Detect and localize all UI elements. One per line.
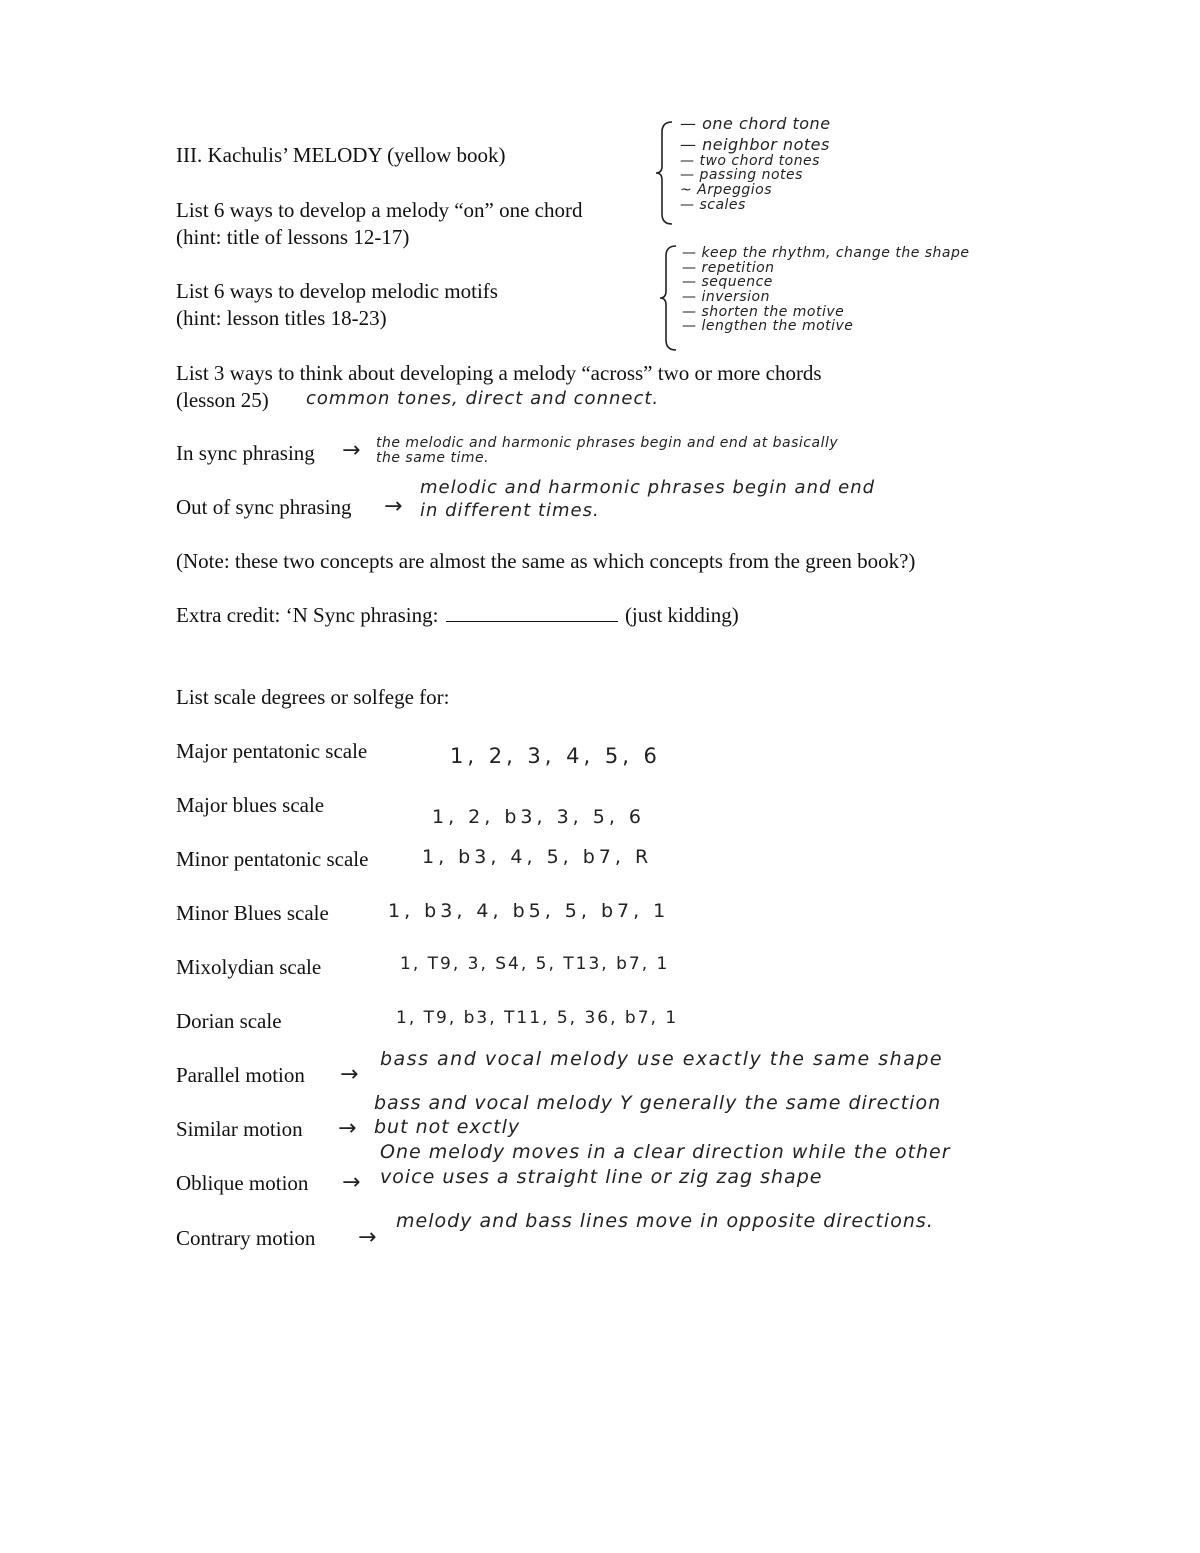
out-sync-answer bbox=[420, 476, 875, 523]
scale-answer: 1, b3, 4, b5, 5, b7, 1 bbox=[388, 900, 670, 922]
answer-line: the same time. bbox=[376, 449, 490, 466]
hint-motifs: (hint: lesson titles 18-23) bbox=[176, 306, 387, 330]
answer-line: but not exctly bbox=[374, 1115, 521, 1138]
answer-item: — shorten the motive bbox=[682, 303, 845, 320]
question-motifs: List 6 ways to develop melodic motifs bbox=[176, 279, 498, 303]
extra-credit bbox=[176, 602, 739, 629]
answer-item: — lengthen the motive bbox=[682, 318, 854, 335]
in-sync-answer bbox=[376, 436, 838, 465]
scale-label: Minor Blues scale bbox=[176, 901, 329, 925]
hint-one-chord: (hint: title of lessons 12-17) bbox=[176, 225, 410, 249]
motion-answer bbox=[374, 1092, 941, 1140]
answer-line: voice uses a straight line or zig zag shape bbox=[380, 1165, 823, 1188]
motion-label: Similar motion bbox=[176, 1117, 303, 1141]
motion-answer bbox=[380, 1140, 951, 1189]
answer-line: One melody moves in a clear direction while the other bbox=[380, 1141, 951, 1163]
answer-line: melody and bass lines move in opposite directions. bbox=[396, 1210, 934, 1232]
arrow-icon: → bbox=[340, 1062, 360, 1087]
scale-answer: 1, T9, b3, T11, 5, 36, b7, 1 bbox=[396, 1008, 679, 1028]
answer-line: bass and vocal melody Y generally the same direction bbox=[374, 1092, 942, 1114]
note-text: (Note: these two concepts are almost the same as which concepts from the green book?) bbox=[176, 549, 916, 573]
answer-line: bass and vocal melody use exactly the same shape bbox=[380, 1048, 944, 1070]
answer-item: — two chord tones bbox=[680, 152, 820, 169]
section-title: III. Kachulis’ MELODY (yellow book) bbox=[176, 143, 506, 167]
answers-motifs bbox=[682, 246, 970, 334]
scale-label: Mixolydian scale bbox=[176, 955, 322, 979]
answer-line: the melodic and harmonic phrases begin and end at basically bbox=[376, 435, 839, 451]
answer-item: — one chord tone bbox=[680, 114, 831, 133]
arrow-icon: → bbox=[342, 438, 362, 463]
answer-item: ~ Arpeggios bbox=[680, 181, 773, 198]
scales-intro: List scale degrees or solfege for: bbox=[176, 685, 450, 709]
arrow-icon: → bbox=[358, 1225, 378, 1250]
motion-label: Contrary motion bbox=[176, 1226, 316, 1250]
scale-label: Minor pentatonic scale bbox=[176, 847, 369, 871]
scale-answer: 1, T9, 3, S4, 5, T13, b7, 1 bbox=[400, 954, 670, 974]
question-across: List 3 ways to think about developing a melody “across” two or more chords bbox=[176, 361, 822, 385]
motion-label: Parallel motion bbox=[176, 1063, 305, 1087]
scale-answer: 1, 2, b3, 3, 5, 6 bbox=[432, 806, 645, 828]
answer-item: — passing notes bbox=[680, 167, 803, 184]
scale-label: Dorian scale bbox=[176, 1009, 282, 1033]
scale-label: Major pentatonic scale bbox=[176, 739, 368, 763]
scale-answer: 1, 2, 3, 4, 5, 6 bbox=[450, 744, 661, 768]
answer-item: — keep the rhythm, change the shape bbox=[682, 245, 970, 261]
arrow-icon: → bbox=[384, 494, 404, 519]
answer-line: in different times. bbox=[420, 500, 600, 522]
arrow-icon: → bbox=[338, 1116, 358, 1141]
motion-answer bbox=[380, 1050, 943, 1070]
out-sync-label: Out of sync phrasing bbox=[176, 495, 352, 519]
answer-item: — sequence bbox=[682, 274, 773, 291]
motion-answer bbox=[396, 1212, 934, 1232]
answer-item: — scales bbox=[680, 196, 746, 213]
brace-motifs bbox=[656, 242, 682, 354]
motion-label: Oblique motion bbox=[176, 1171, 309, 1195]
question-one-chord: List 6 ways to develop a melody “on” one chord bbox=[176, 198, 583, 222]
answer-item: — inversion bbox=[682, 289, 770, 306]
answer-across: common tones, direct and connect. bbox=[306, 388, 660, 409]
answer-item: — repetition bbox=[682, 259, 775, 276]
scale-answer: 1, b3, 4, 5, b7, R bbox=[422, 846, 653, 868]
blank-line bbox=[446, 603, 618, 622]
answers-one-chord bbox=[680, 116, 831, 212]
brace-one-chord bbox=[652, 118, 678, 228]
extra-credit-label: Extra credit: ‘N Sync phrasing: bbox=[176, 603, 439, 627]
answer-item: — neighbor notes bbox=[680, 134, 830, 154]
answer-line: melodic and harmonic phrases begin and end bbox=[420, 477, 876, 498]
in-sync-label: In sync phrasing bbox=[176, 441, 315, 465]
extra-credit-aside: (just kidding) bbox=[624, 603, 739, 627]
hint-across: (lesson 25) bbox=[176, 388, 269, 412]
scale-label: Major blues scale bbox=[176, 793, 325, 817]
arrow-icon: → bbox=[342, 1170, 362, 1195]
